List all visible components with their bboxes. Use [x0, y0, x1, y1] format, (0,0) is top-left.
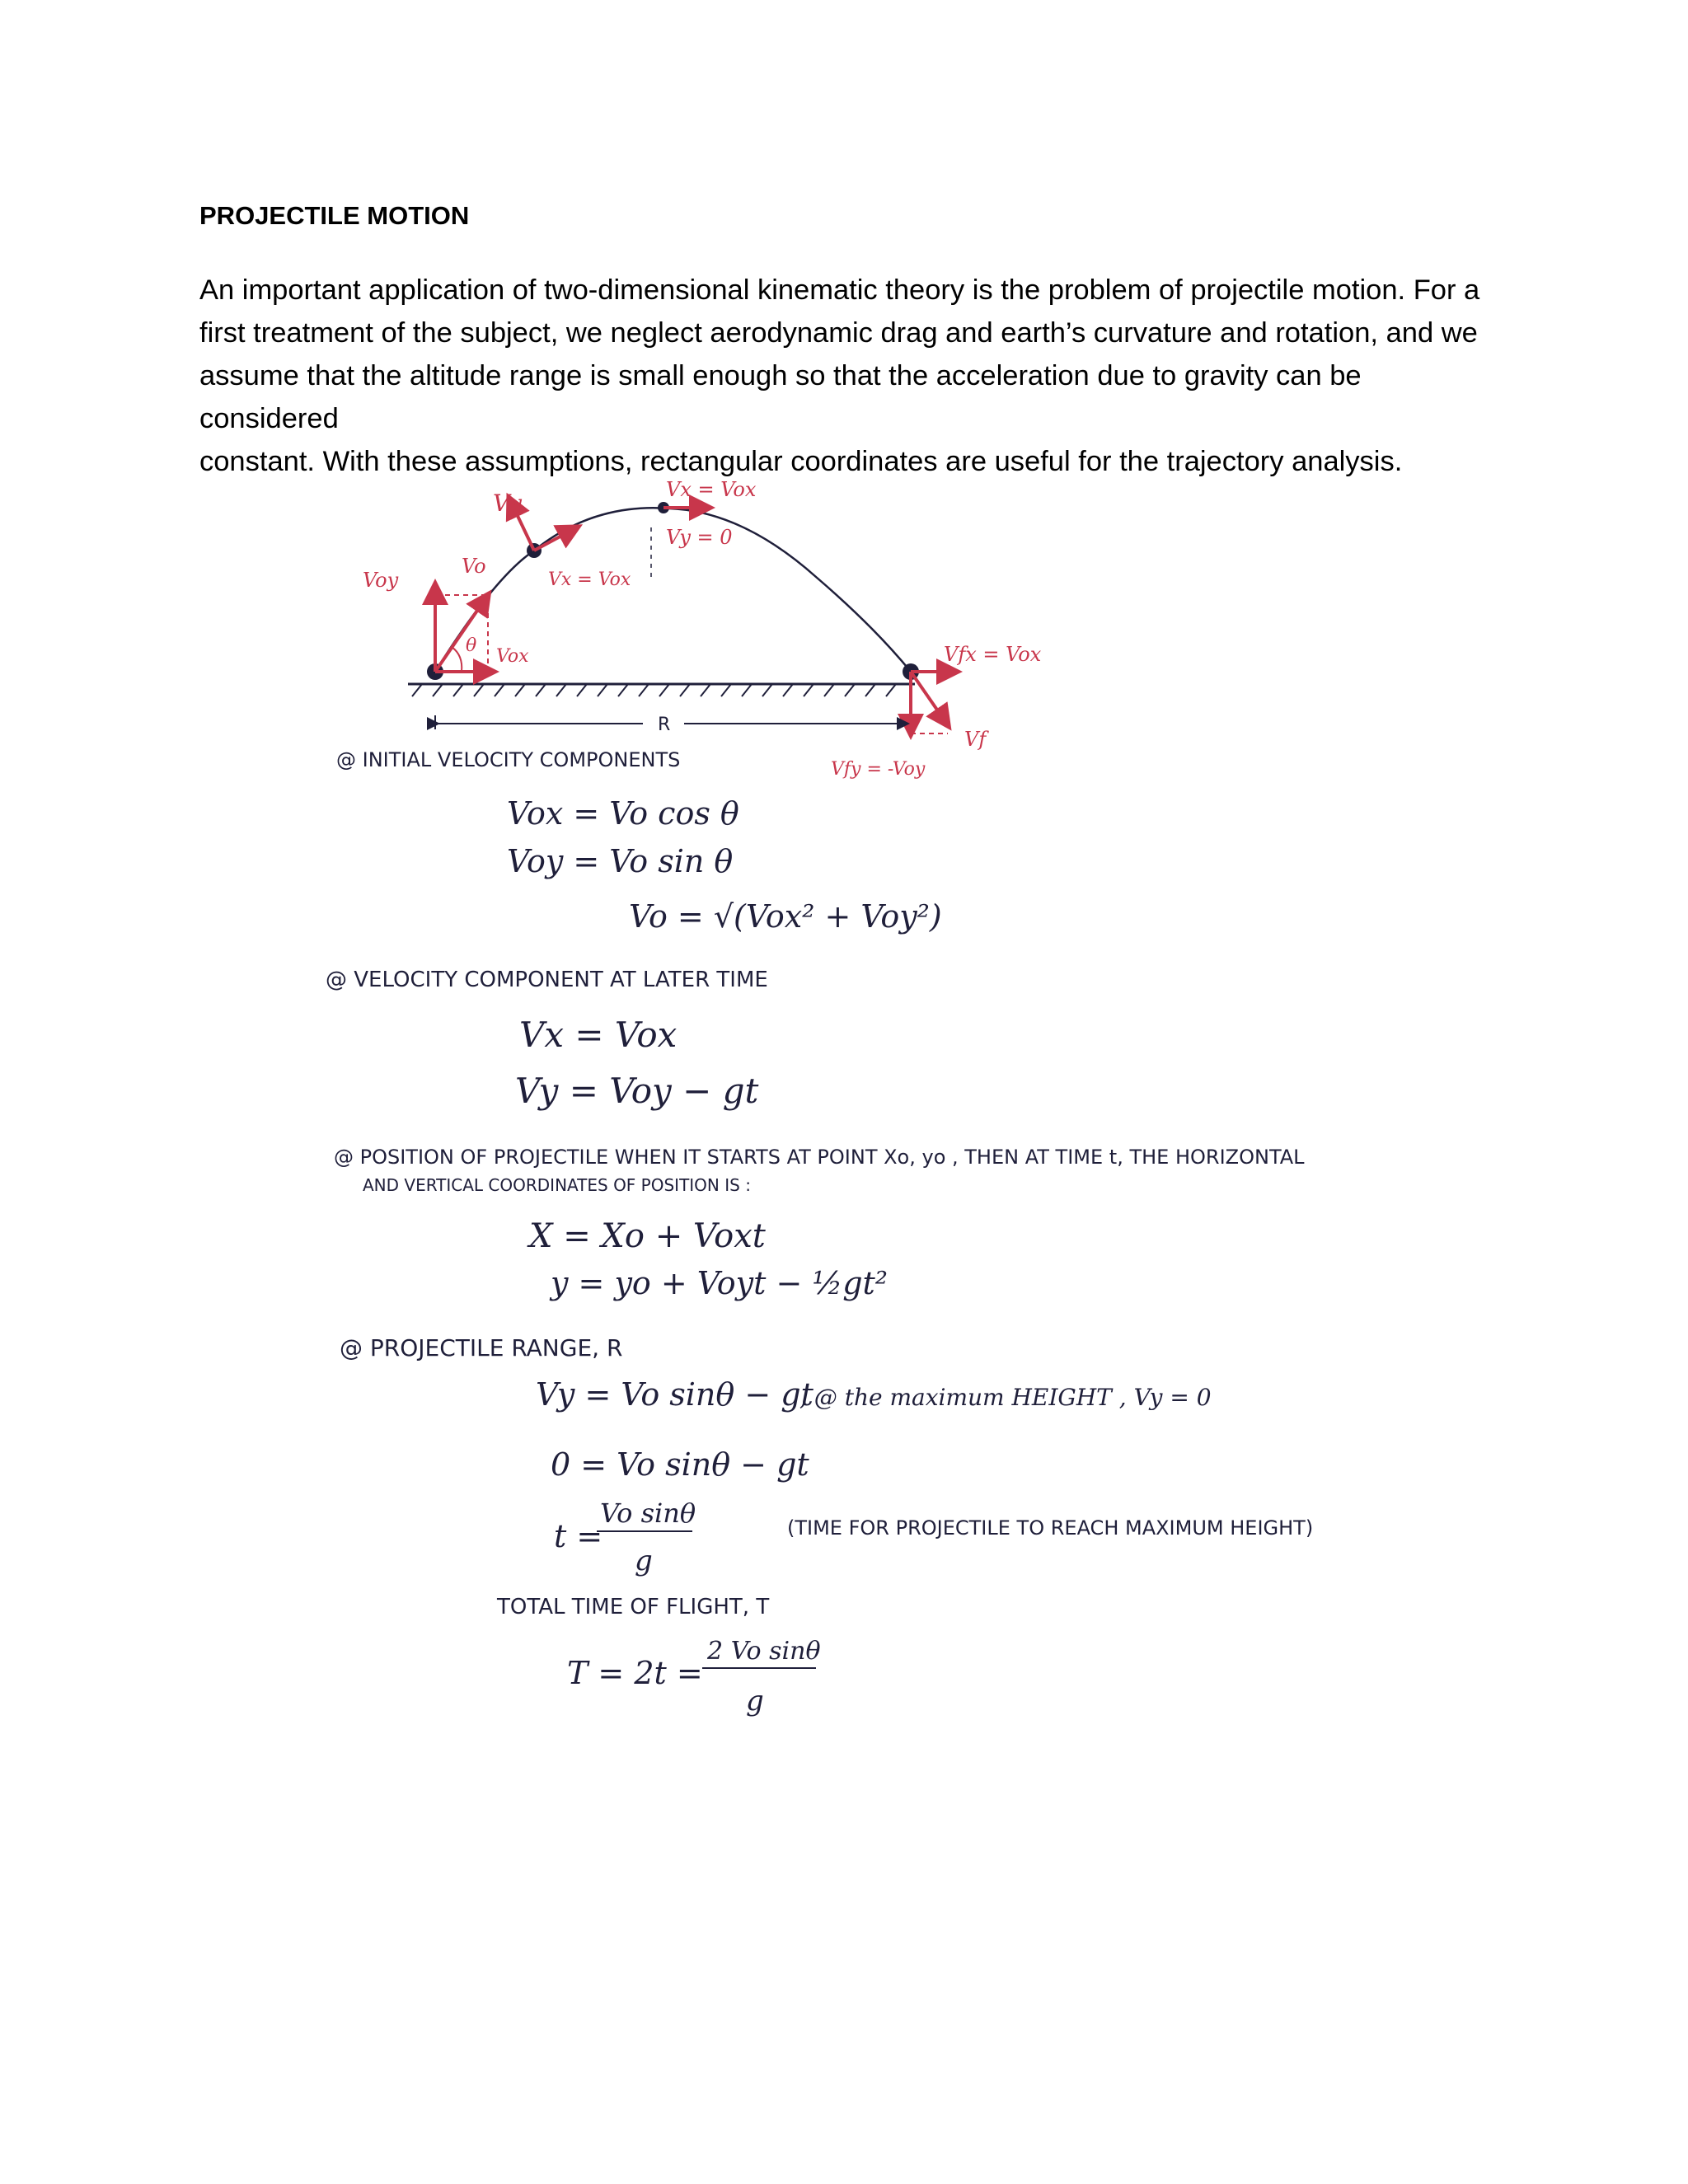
section-later-velocity — [326, 968, 768, 1111]
ground-hatching — [412, 684, 896, 696]
label-vy-top: Vy = 0 — [666, 526, 733, 549]
section-heading: @ VELOCITY COMPONENT AT LATER TIME — [326, 968, 768, 992]
theta-arc — [452, 647, 462, 672]
fraction-numerator: Vo sinθ — [600, 1497, 696, 1529]
label-voy: Voy — [363, 569, 399, 592]
intro-line: assume that the altitude range is small enough so that the acceleration due to gravity can be considered — [199, 360, 1362, 434]
equation: Vox = Vo cos θ — [507, 795, 739, 832]
intro-line: constant. With these assumptions, rectangular coordinates are useful for the trajectory analysis. — [199, 446, 1403, 477]
fraction-denominator: g — [746, 1685, 764, 1718]
fraction-numerator: 2 Vo sinθ — [707, 1637, 821, 1666]
section-range — [340, 1334, 1313, 1718]
section-position — [334, 1146, 1305, 1301]
section-heading: @ POSITION OF PROJECTILE WHEN IT STARTS AT POINT Xo, yo , THEN AT TIME t, THE HORIZONTAL — [334, 1146, 1305, 1169]
vf-arrow — [911, 672, 948, 725]
section-heading: AND VERTICAL COORDINATES OF POSITION IS : — [363, 1175, 751, 1195]
fraction-denominator: g — [635, 1544, 653, 1577]
page-title: PROJECTILE MOTION — [199, 201, 470, 230]
equation: t = — [554, 1518, 603, 1554]
label-vx-mid: Vx = Vox — [548, 569, 631, 590]
section-heading: @ PROJECTILE RANGE, R — [340, 1334, 623, 1361]
label-vy: Vy — [493, 490, 522, 517]
velocity-arrow — [534, 527, 577, 551]
equation: Vy = Voy − gt — [515, 1071, 759, 1111]
annotation: , @ the maximum HEIGHT , Vy = 0 — [799, 1384, 1212, 1411]
intro-line: first treatment of the subject, we neglect aerodynamic drag and earth’s curvature and rotation, and we — [199, 317, 1478, 349]
section-heading: @ INITIAL VELOCITY COMPONENTS — [336, 748, 681, 771]
label-vfy: Vfy = -Voy — [831, 759, 926, 780]
equation: y = yo + Voyt − ½gt² — [551, 1265, 889, 1301]
equation: Vx = Vox — [519, 1015, 678, 1055]
label-theta: θ — [466, 635, 477, 656]
label-range: R — [658, 715, 671, 735]
section-heading: TOTAL TIME OF FLIGHT, T — [497, 1595, 770, 1619]
equation: 0 = Vo sinθ − gt — [551, 1446, 809, 1483]
trajectory-diagram — [363, 478, 1042, 780]
equation: T = 2t = — [567, 1655, 703, 1691]
intro-line: An important application of two-dimensional kinematic theory is the problem of projectile motion. For a — [199, 274, 1480, 306]
equation: Vo = √(Vox² + Voy²) — [629, 898, 942, 935]
label-vf: Vf — [964, 728, 987, 751]
annotation: (TIME FOR PROJECTILE TO REACH MAXIMUM HEIGHT) — [787, 1516, 1314, 1540]
equation: X = Xo + Voxt — [529, 1217, 766, 1255]
label-vfx: Vfx = Vox — [944, 643, 1042, 666]
label-vox: Vox — [496, 646, 529, 667]
equation: Voy = Vo sin θ — [507, 843, 734, 879]
label-vo: Vo — [462, 555, 486, 578]
equation: Vy = Vo sinθ − gt — [536, 1376, 814, 1413]
label-vx-top: Vx = Vox — [666, 478, 757, 501]
